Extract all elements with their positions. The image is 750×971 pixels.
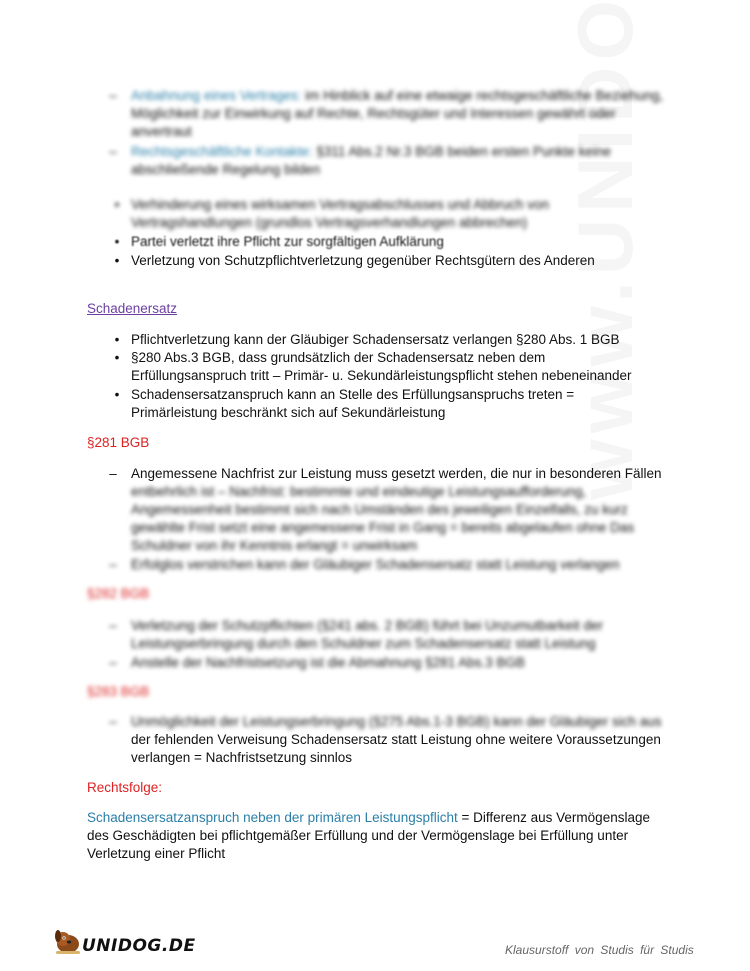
section-heading-schadenersatz: Schadenersatz	[87, 301, 178, 316]
dash-marker: –	[109, 618, 117, 633]
dash-item-line: Rechtsgeschäftliche Kontakte: §311 Abs.2 Nr.3 BGB beiden ersten Punkte keine	[131, 144, 612, 159]
dash-item-line: Angemessenheit bestimmt sich nach Umständen des jeweiligen Einzelfalls, zu kurz	[131, 502, 628, 517]
dash-item-line: Leistungserbringung durch den Schuldner zum Schadensersatz statt Leistung	[131, 636, 596, 651]
section-heading-282: §282 BGB	[87, 586, 150, 601]
rechtsfolge-line: Verletzung einer Pflicht	[87, 846, 226, 861]
dash-item-line: Anbahnung eines Vertrages: im Hinblick auf eine etwaige rechtsgeschäftliche Beziehung,	[131, 88, 664, 103]
dash-item-line: abschließende Regelung bilden	[131, 162, 321, 177]
dash-marker: –	[109, 466, 117, 481]
dash-item-line: Anstelle der Nachfristsetzung ist die Abmahnung §281 Abs.3 BGB	[131, 655, 525, 670]
bullet-marker: •	[114, 387, 120, 402]
bullet-line: Schadensersatzanspruch kann an Stelle des Erfüllungsanspruchs treten =	[131, 387, 575, 402]
dash-item-line: Erfolglos verstrichen kann der Gläubiger Schadensersatz statt Leistung verlangen	[131, 557, 620, 572]
rechtsfolge-line: Schadensersatzanspruch neben der primären Leistungspflicht = Differenz aus Vermögenslage	[87, 810, 650, 825]
dash-item-line: Angemessene Nachfrist zur Leistung muss gesetzt werden, die nur in besonderen Fällen	[131, 466, 662, 481]
dash-item-line: anvertraut	[131, 124, 192, 139]
bullet-marker: •	[114, 253, 120, 268]
dash-item-line: entbehrlich ist – Nachfrist: bestimmte und eindeutige Leistungsaufforderung,	[131, 484, 587, 499]
bullet-line: Erfüllungsanspruch tritt – Primär- u. Sekundärleistungspflicht stehen nebeneinander	[131, 368, 632, 383]
dash-item-lead: Rechtsgeschäftliche Kontakte:	[131, 144, 313, 159]
dog-logo-icon	[52, 926, 84, 956]
rechtsfolge-line: des Geschädigten bei pflichtgemäßer Erfüllung und der Vermögenslage bei Erfüllung unter	[87, 828, 629, 843]
bullet-marker: •	[114, 234, 120, 249]
dash-marker: –	[109, 144, 117, 159]
dash-marker: –	[109, 714, 117, 729]
dash-item-line: Schuldner von ihr Kenntnis erlangt = unwirksam	[131, 538, 418, 553]
section-heading-281: §281 BGB	[87, 435, 150, 450]
section-heading-283: §283 BGB	[87, 684, 150, 699]
footer-tagline: Klausurstoff von Studis für Studis	[505, 943, 694, 957]
dash-item-line: Möglichkeit zur Einwirkung auf Rechte, Rechtsgüter und Interessen gewährt oder	[131, 106, 616, 121]
bullet-line: Primärleistung beschränkt sich auf Sekundärleistung	[131, 405, 446, 420]
footer-logo: UNIDOG.DE	[82, 936, 196, 956]
dash-marker: –	[109, 655, 117, 670]
section-heading-rechtsfolge: Rechtsfolge:	[87, 780, 163, 795]
dash-marker: –	[109, 88, 117, 103]
bullet-line: Vertragshandlungen (grundlos Vertragsverhandlungen abbrechen)	[131, 215, 528, 230]
bullet-line: Verhinderung eines wirksamen Vertragsabschlusses und Abbruch von	[131, 197, 549, 212]
bullet-marker: •	[114, 350, 120, 365]
bullet-marker: •	[114, 197, 120, 212]
dash-item-lead: Anbahnung eines Vertrages:	[131, 88, 302, 103]
bullet-line: Pflichtverletzung kann der Gläubiger Schadensersatz verlangen §280 Abs. 1 BGB	[131, 332, 620, 347]
dash-item-line: Unmöglichkeit der Leistungserbringung (§275 Abs.1-3 BGB) kann der Gläubiger sich aus	[131, 714, 662, 729]
dash-marker: –	[109, 557, 117, 572]
watermark	[560, 0, 651, 500]
bullet-line: §280 Abs.3 BGB, dass grundsätzlich der Schadensersatz neben dem	[131, 350, 546, 365]
dash-item-line: verlangen = Nachfristsetzung sinnlos	[131, 750, 352, 765]
bullet-line: Verletzung von Schutzpflichtverletzung gegenüber Rechtsgütern des Anderen	[131, 253, 595, 268]
dash-item-line: Verletzung der Schutzpflichten (§241 abs. 2 BGB) führt bei Unzumutbarkeit der	[131, 618, 604, 633]
bullet-line: Partei verletzt ihre Pflicht zur sorgfältigen Aufklärung	[131, 234, 444, 249]
dash-item-line: gewählte Frist setzt eine angemessene Frist in Gang = bereits abgelaufen ohne Das	[131, 520, 635, 535]
dash-item-line: der fehlenden Verweisung Schadensersatz statt Leistung ohne weitere Voraussetzungen	[131, 732, 661, 747]
rechtsfolge-link: Schadensersatzanspruch neben der primären Leistungspflicht	[87, 810, 458, 825]
bullet-marker: •	[114, 332, 120, 347]
